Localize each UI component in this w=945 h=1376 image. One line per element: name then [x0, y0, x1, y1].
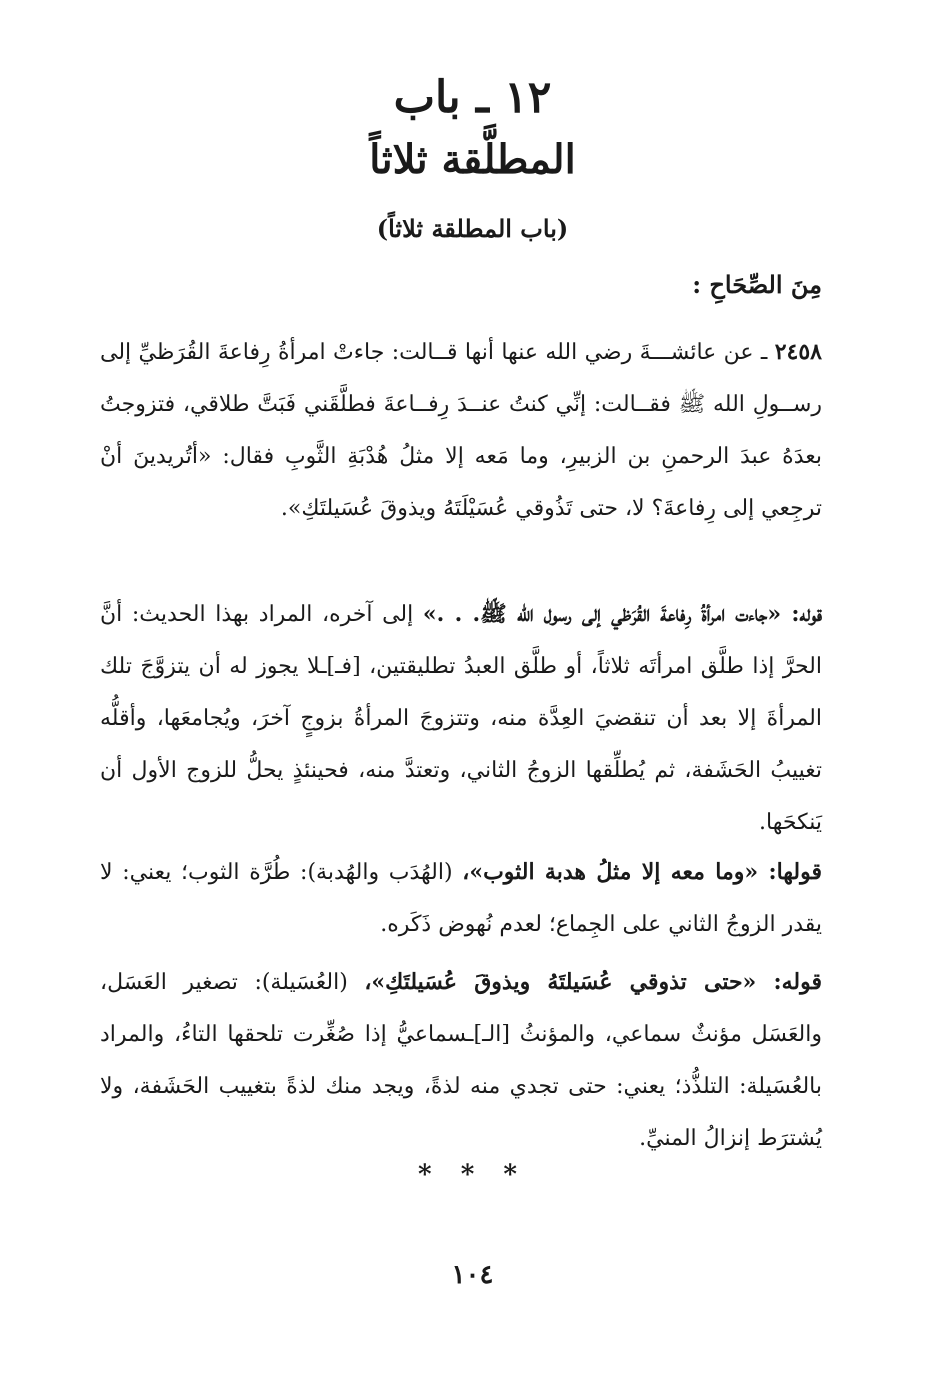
section-label: مِنَ الصِّحَاحِ : [692, 270, 822, 299]
chapter-subtitle: (باب المطلقة ثلاثاً) [376, 214, 569, 243]
commentary-paragraph-3 [100, 956, 822, 1165]
commentary-paragraph-1 [100, 588, 822, 849]
commentary-text: (الهُدَب والهُدبة): طُرَّة الثوب؛ يعني: لا يقدر الزوجُ الثاني على الجِماع؛ لعدم نُهوض ذَكَره. [100, 860, 822, 937]
commentary-lead: قوله: «جاءت امرأةُ رِفاعةَ القُرَظي إلى رسول الله ﷺ. . .» [422, 601, 822, 627]
section-separator: * * * [418, 1160, 527, 1190]
page-number: ١٠٤ [451, 1260, 494, 1290]
commentary-lead: قولها: «وما معه إلا مثلُ هدبة الثوب»، [462, 859, 823, 885]
commentary-text: (العُسَيلة): تصغير العَسَل، والعَسَل مؤنثٌ سماعي، والمؤنثُ [الـ]ـسماعيُّ إذا صُغِّرت تلحقها التاءُ، والمراد بالعُسَيلة: التلذُّذ؛ يعني: حتى تجدي منه لذةً، ويجد منك لذةً بتغييب الحَشَفة، ولا يُشترَط إنزالُ المنيِّ. [100, 970, 822, 1151]
chapter-number: ١٢ ـ باب [393, 72, 552, 123]
hadith-number: ٢٤٥٨ [774, 339, 822, 365]
hadith-paragraph [100, 326, 822, 535]
chapter-title: المطلَّقة ثلاثاً [369, 136, 576, 183]
commentary-lead: قوله: «حتى تذوقي عُسَيلتَهُ ويذوقَ عُسَيلتَكِ»، [364, 969, 822, 995]
commentary-text: إلى آخره، المراد بهذا الحديث: أنَّ الحرَّ إذا طلَّق امرأتَه ثلاثاً، أو طلَّق العبدُ تطليقتين، [فـ]ـلا يجوز له أن يتزوَّجَ تلك المرأةَ إلا بعد أن تنقضيَ العِدَّة منه، وتتزوجَ المرأةُ بزوجٍ آخرَ، ويُجامعَها، وأقلُّه تغييبُ الحَشَفة، ثم يُطلِّقها الزوجُ الثاني، وتعتدَّ منه، فحينئذٍ يحلُّ للزوج الأول أن يَنكحَها. [100, 602, 822, 835]
hadith-text: ـ عن عائشـــةَ رضي الله عنها أنها قــالت: جاءتْ امرأةُ رِفاعةَ القُرَظيِّ إلى رســولِ الله ﷺ فقــالت: إنِّي كنتُ عنــدَ رِفــاعةَ فطلَّقَني فَبَتَّ طلاقي، فتزوجتُ بعدَهُ عبدَ الرحمنِ بن الزبيرِ، وما مَعه إلا مثلُ هُدْبَةِ الثَّوبِ فقال: «أتُريدينَ أنْ ترجِعي إلى رِفاعةَ؟ لا، حتى تَذُوقي عُسَيْلَتَهُ ويذوقَ عُسَيلتَكِ». [100, 340, 822, 521]
commentary-paragraph-2 [100, 846, 822, 951]
